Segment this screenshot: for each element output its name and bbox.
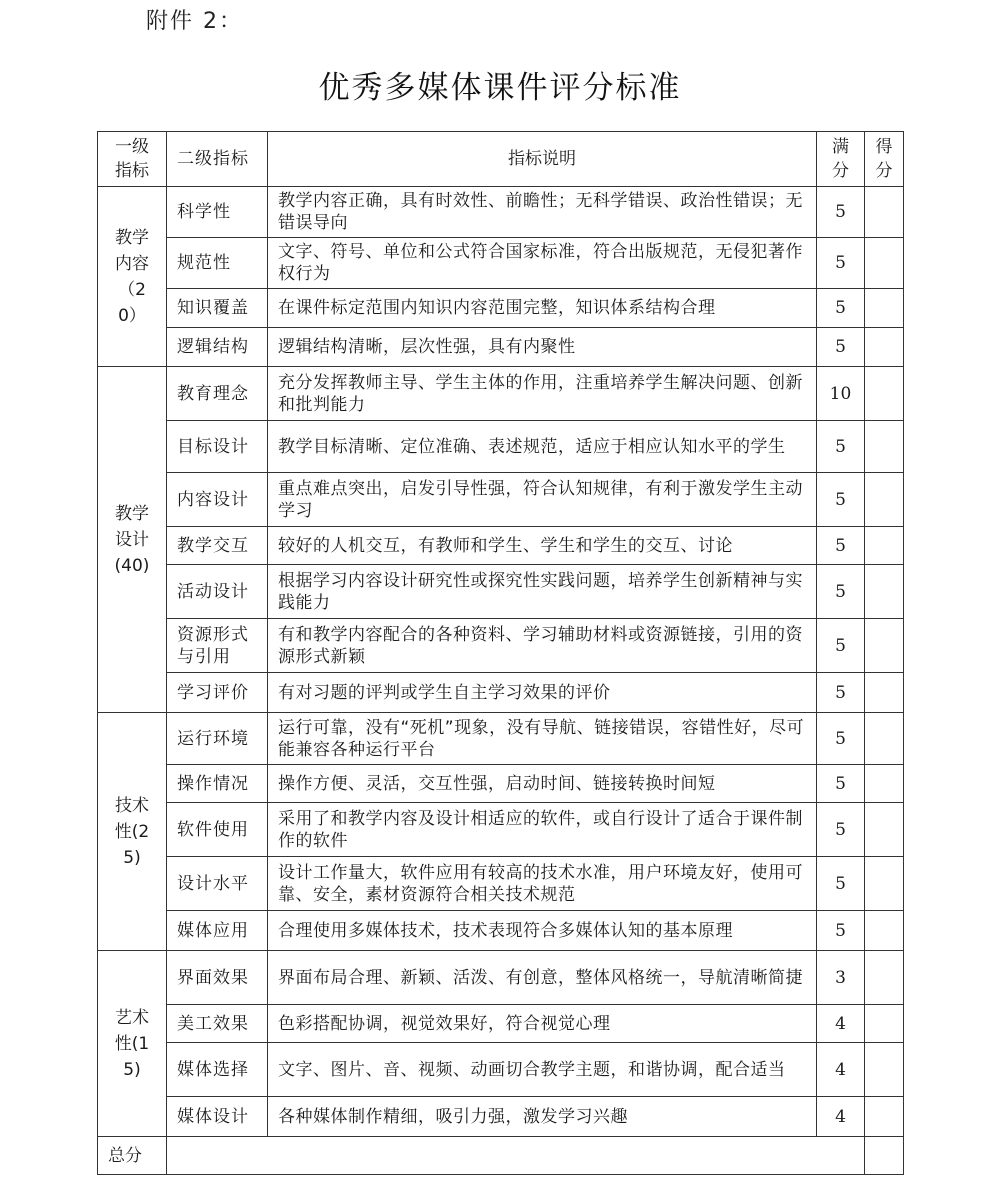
table-body [98, 187, 904, 1175]
score-input-cell[interactable] [865, 857, 904, 911]
attachment-label: 附件 2： [146, 9, 243, 34]
score-input-cell[interactable] [865, 673, 904, 713]
table-row [98, 619, 904, 673]
full-score: 5 [817, 187, 865, 238]
indicator-description: 文字、图片、音、视频、动画切合教学主题，和谐协调，配合适当 [268, 1043, 817, 1097]
indicator-description: 界面布局合理、新颖、活泼、有创意，整体风格统一，导航清晰简捷 [268, 951, 817, 1005]
indicator-description: 较好的人机交互，有教师和学生、学生和学生的交互、讨论 [268, 527, 817, 565]
indicator-name: 资源形式与引用 [167, 619, 268, 673]
indicator-name: 知识覆盖 [167, 289, 268, 328]
indicator-name: 软件使用 [167, 803, 268, 857]
indicator-name: 媒体选择 [167, 1043, 268, 1097]
full-score: 5 [817, 713, 865, 765]
table-row [98, 289, 904, 328]
full-score: 5 [817, 328, 865, 367]
indicator-description: 运行可靠，没有“死机”现象，没有导航、链接错误，容错性好，尽可能兼容各种运行平台 [268, 713, 817, 765]
indicator-name: 操作情况 [167, 765, 268, 803]
indicator-name: 规范性 [167, 238, 268, 289]
indicator-name: 界面效果 [167, 951, 268, 1005]
score-input-cell[interactable] [865, 1005, 904, 1043]
score-input-cell[interactable] [865, 473, 904, 527]
document-title: 优秀多媒体课件评分标准 [318, 70, 682, 106]
indicator-description: 设计工作量大，软件应用有较高的技术水准，用户环境友好，使用可靠、安全，素材资源符合相关技术规范 [268, 857, 817, 911]
indicator-name: 目标设计 [167, 421, 268, 473]
table-row [98, 421, 904, 473]
indicator-description: 在课件标定范围内知识内容范围完整，知识体系结构合理 [268, 289, 817, 328]
table-row [98, 911, 904, 951]
score-input-cell[interactable] [865, 619, 904, 673]
score-input-cell[interactable] [865, 765, 904, 803]
full-score: 5 [817, 857, 865, 911]
table-row [98, 238, 904, 289]
score-input-cell[interactable] [865, 421, 904, 473]
indicator-name: 活动设计 [167, 565, 268, 619]
indicator-name: 学习评价 [167, 673, 268, 713]
table-row [98, 857, 904, 911]
full-score: 5 [817, 527, 865, 565]
table-row [98, 1005, 904, 1043]
table-row [98, 1043, 904, 1097]
indicator-description: 重点难点突出，启发引导性强，符合认知规律，有利于激发学生主动学习 [268, 473, 817, 527]
table-row [98, 367, 904, 421]
indicator-name: 内容设计 [167, 473, 268, 527]
full-score: 5 [817, 289, 865, 328]
table-row [98, 328, 904, 367]
group-label: 教学设计(40) [98, 367, 167, 713]
table-row [98, 713, 904, 765]
score-input-cell[interactable] [865, 527, 904, 565]
table-row [98, 765, 904, 803]
full-score: 5 [817, 421, 865, 473]
indicator-description: 合理使用多媒体技术，技术表现符合多媒体认知的基本原理 [268, 911, 817, 951]
full-score: 4 [817, 1043, 865, 1097]
total-row [98, 1137, 904, 1175]
full-score: 5 [817, 911, 865, 951]
full-score: 3 [817, 951, 865, 1005]
score-input-cell[interactable] [865, 367, 904, 421]
full-score: 5 [817, 619, 865, 673]
full-score: 4 [817, 1097, 865, 1137]
indicator-description: 教学目标清晰、定位准确、表述规范，适应于相应认知水平的学生 [268, 421, 817, 473]
header-desc: 指标说明 [268, 132, 817, 187]
score-input-cell[interactable] [865, 565, 904, 619]
indicator-description: 教学内容正确，具有时效性、前瞻性；无科学错误、政治性错误；无错误导向 [268, 187, 817, 238]
indicator-description: 操作方便、灵活，交互性强，启动时间、链接转换时间短 [268, 765, 817, 803]
header-score: 得分 [865, 132, 904, 187]
indicator-name: 逻辑结构 [167, 328, 268, 367]
table-row [98, 187, 904, 238]
indicator-name: 媒体应用 [167, 911, 268, 951]
score-input-cell[interactable] [865, 238, 904, 289]
indicator-name: 设计水平 [167, 857, 268, 911]
score-input-cell[interactable] [865, 1097, 904, 1137]
header-row [98, 132, 904, 187]
table-row [98, 1097, 904, 1137]
header-level2: 二级指标 [167, 132, 268, 187]
score-input-cell[interactable] [865, 328, 904, 367]
indicator-description: 充分发挥教师主导、学生主体的作用，注重培养学生解决问题、创新和批判能力 [268, 367, 817, 421]
full-score: 5 [817, 803, 865, 857]
header-level1: 一级指标 [98, 132, 167, 187]
table-row [98, 527, 904, 565]
score-input-cell[interactable] [865, 951, 904, 1005]
table-row [98, 565, 904, 619]
indicator-description: 有对习题的评判或学生自主学习效果的评价 [268, 673, 817, 713]
indicator-description: 有和教学内容配合的各种资料、学习辅助材料或资源链接，引用的资源形式新颖 [268, 619, 817, 673]
full-score: 10 [817, 367, 865, 421]
header-full: 满分 [817, 132, 865, 187]
indicator-name: 美工效果 [167, 1005, 268, 1043]
table-row [98, 473, 904, 527]
full-score: 5 [817, 673, 865, 713]
score-input-cell[interactable] [865, 1043, 904, 1097]
score-input-cell[interactable] [865, 911, 904, 951]
group-label: 技术性(25) [98, 713, 167, 951]
score-input-cell[interactable] [865, 713, 904, 765]
scoring-table [97, 131, 904, 1175]
full-score: 4 [817, 1005, 865, 1043]
indicator-name: 教育理念 [167, 367, 268, 421]
score-input-cell[interactable] [865, 289, 904, 328]
indicator-description: 采用了和教学内容及设计相适应的软件，或自行设计了适合于课件制作的软件 [268, 803, 817, 857]
indicator-name: 教学交互 [167, 527, 268, 565]
full-score: 5 [817, 238, 865, 289]
indicator-name: 媒体设计 [167, 1097, 268, 1137]
indicator-description: 文字、符号、单位和公式符合国家标准，符合出版规范，无侵犯著作权行为 [268, 238, 817, 289]
indicator-description: 色彩搭配协调，视觉效果好，符合视觉心理 [268, 1005, 817, 1043]
group-label: 教学内容（20） [98, 187, 167, 367]
full-score: 5 [817, 565, 865, 619]
total-label: 总分 [98, 1137, 167, 1175]
full-score: 5 [817, 473, 865, 527]
score-input-cell[interactable] [865, 803, 904, 857]
indicator-description: 各种媒体制作精细，吸引力强，激发学习兴趣 [268, 1097, 817, 1137]
group-label: 艺术性(15) [98, 951, 167, 1137]
table-row [98, 673, 904, 713]
indicator-description: 根据学习内容设计研究性或探究性实践问题，培养学生创新精神与实践能力 [268, 565, 817, 619]
score-input-cell[interactable] [865, 187, 904, 238]
indicator-description: 逻辑结构清晰，层次性强，具有内聚性 [268, 328, 817, 367]
total-blank [167, 1137, 865, 1175]
full-score: 5 [817, 765, 865, 803]
table-row [98, 803, 904, 857]
total-score-cell[interactable] [865, 1137, 904, 1175]
indicator-name: 科学性 [167, 187, 268, 238]
table-row [98, 951, 904, 1005]
indicator-name: 运行环境 [167, 713, 268, 765]
